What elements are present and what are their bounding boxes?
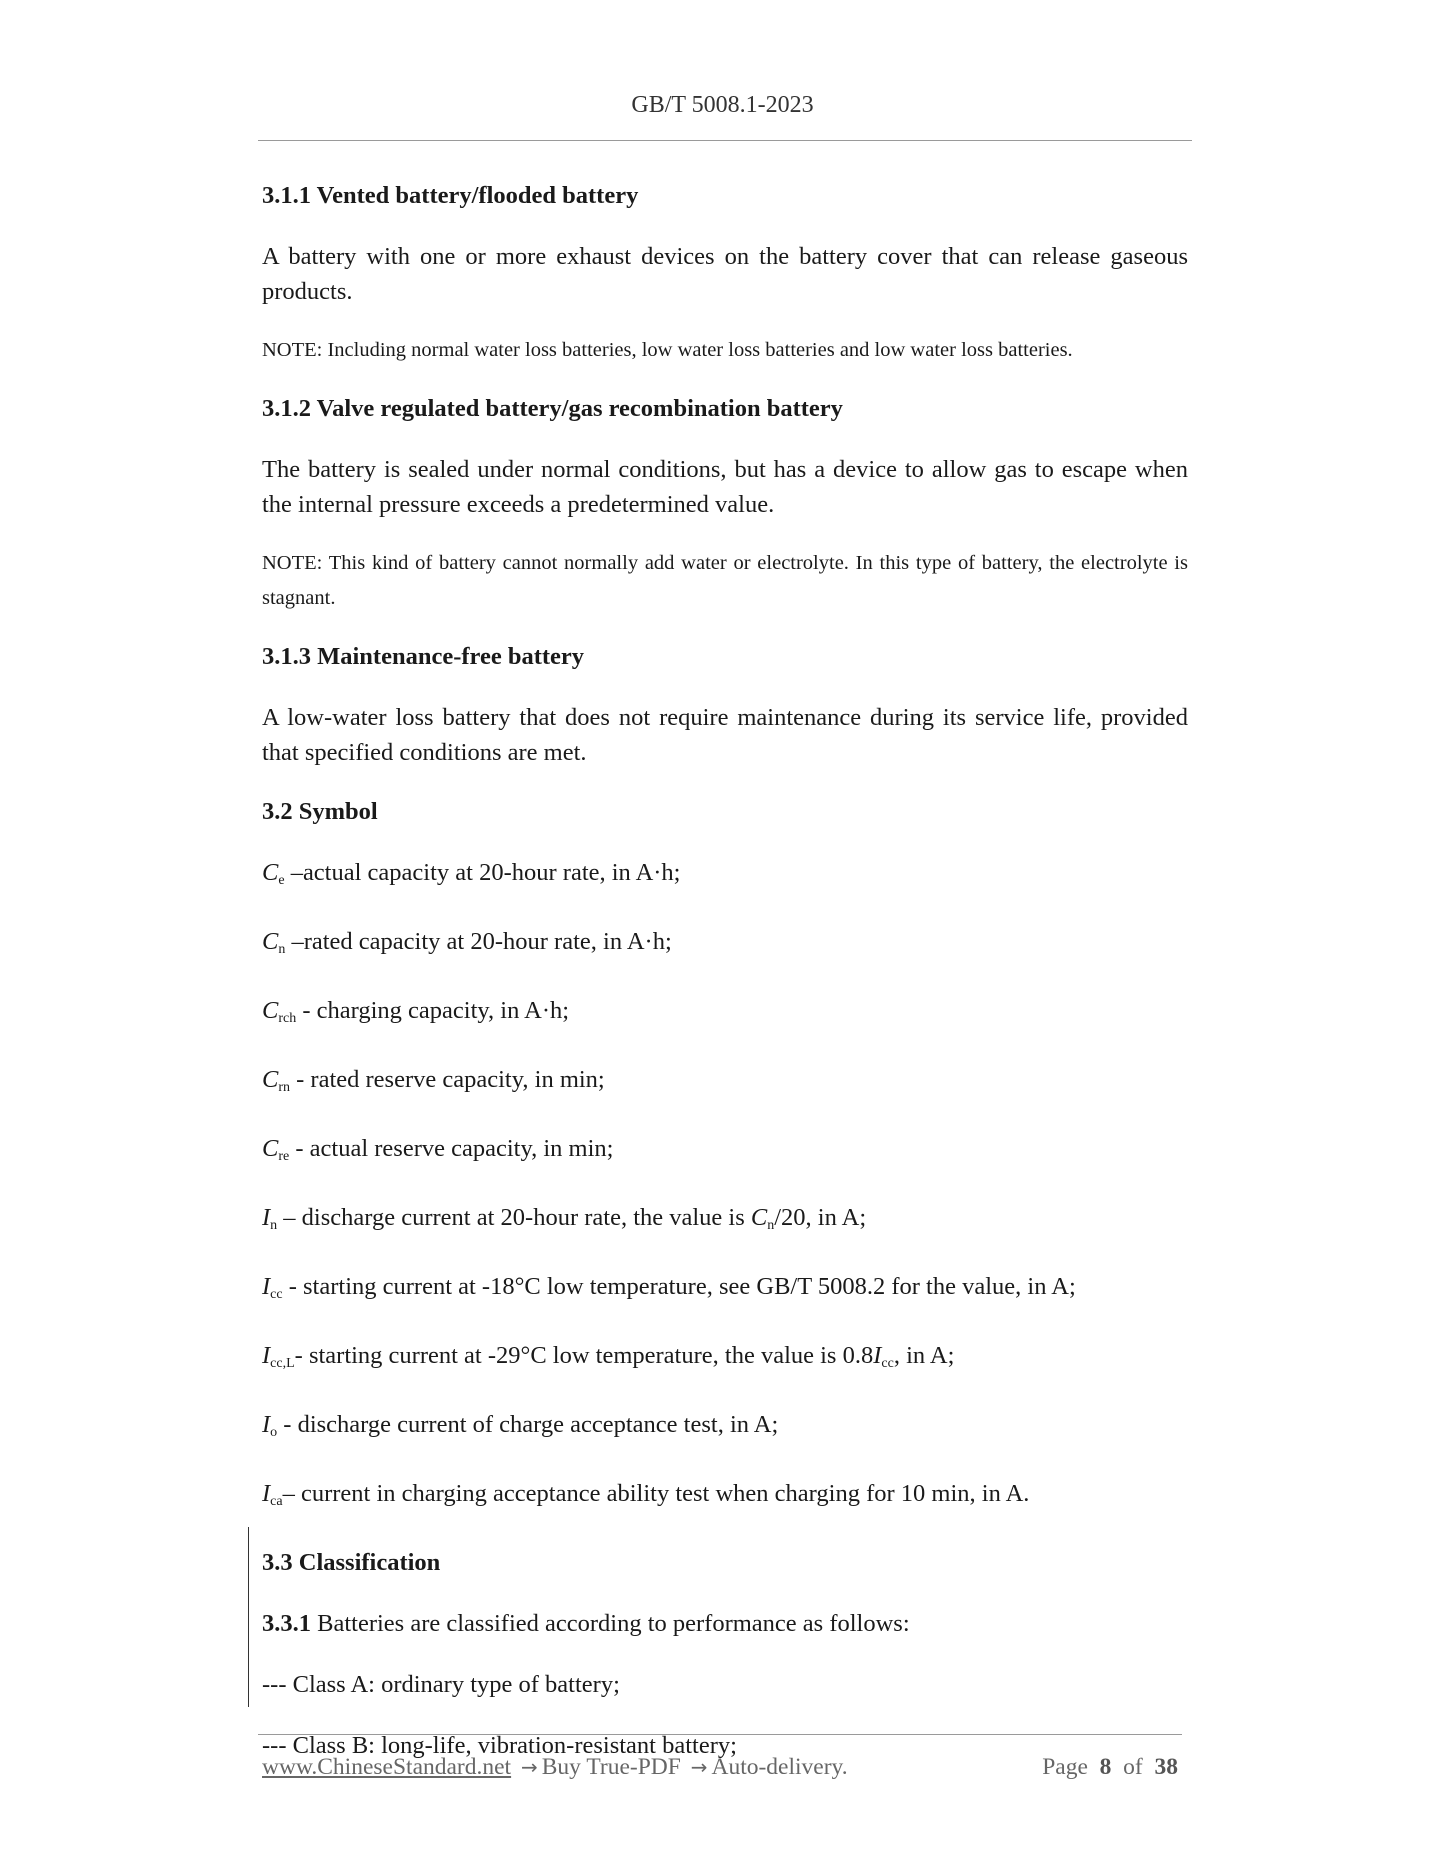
symbol-subscript: ca bbox=[270, 1494, 283, 1509]
symbol-description-tail: , in A; bbox=[893, 1342, 955, 1369]
of-label: of bbox=[1123, 1754, 1143, 1780]
symbol-description: - rated reserve capacity, in min; bbox=[290, 1066, 605, 1093]
section-heading-3-1-1: 3.1.1 Vented battery/flooded battery bbox=[262, 182, 639, 209]
page-label: Page bbox=[1042, 1754, 1088, 1780]
symbol-subscript: n bbox=[278, 942, 286, 957]
symbol-definition bbox=[262, 924, 1188, 968]
document-header: GB/T 5008.1-2023 bbox=[631, 92, 814, 118]
symbol-definition bbox=[262, 1269, 1188, 1313]
symbol-definition bbox=[262, 1062, 1188, 1106]
symbol-definition bbox=[262, 993, 1188, 1037]
page-indicator bbox=[1042, 1754, 1178, 1781]
section-heading-3-3: 3.3 Classification bbox=[262, 1549, 441, 1576]
symbol-reference-base: C bbox=[750, 1204, 768, 1231]
symbol-definition bbox=[262, 1476, 1188, 1520]
clause-3-3-1 bbox=[262, 1606, 1188, 1642]
current-page: 8 bbox=[1099, 1754, 1112, 1780]
clause-number: 3.3.1 bbox=[262, 1610, 311, 1637]
symbol-definition bbox=[262, 1200, 1188, 1244]
symbol-definition bbox=[262, 1407, 1188, 1451]
symbol-description: – discharge current at 20-hour rate, the value is bbox=[277, 1204, 751, 1231]
symbol-subscript: e bbox=[278, 873, 285, 888]
revision-change-bar bbox=[248, 1527, 249, 1707]
symbol-subscript: rch bbox=[278, 1011, 297, 1026]
document-body bbox=[262, 178, 1188, 1789]
auto-delivery-text: Auto-delivery. bbox=[711, 1754, 848, 1780]
footer-divider bbox=[258, 1734, 1182, 1735]
symbol-definition bbox=[262, 1131, 1188, 1175]
symbol-definition bbox=[262, 1338, 1188, 1382]
symbol-description: - discharge current of charge acceptance test, in A; bbox=[277, 1411, 779, 1438]
symbol-description: - actual reserve capacity, in min; bbox=[289, 1135, 614, 1162]
section-note-3-1-1: NOTE: Including normal water loss batteries, low water loss batteries and low water loss batteries. bbox=[262, 339, 1073, 361]
section-heading-3-1-3: 3.1.3 Maintenance-free battery bbox=[262, 643, 585, 670]
symbol-description: –rated capacity at 20-hour rate, in A·h; bbox=[285, 928, 672, 955]
total-pages: 38 bbox=[1154, 1754, 1178, 1780]
clause-text: Batteries are classified according to performance as follows: bbox=[311, 1610, 910, 1637]
arrow-right-icon: → bbox=[520, 1755, 538, 1779]
symbol-subscript: o bbox=[270, 1425, 278, 1440]
section-body-3-1-3: A low-water loss battery that does not require maintenance during its service life, provided that specified conditions are met. bbox=[262, 704, 1188, 766]
website-link[interactable]: www.ChineseStandard.net bbox=[262, 1754, 512, 1780]
symbol-base: I bbox=[262, 1480, 271, 1507]
symbol-reference-base: I bbox=[873, 1342, 882, 1369]
symbol-base: C bbox=[262, 928, 279, 955]
symbol-description: - starting current at -29°C low temperature, the value is 0.8 bbox=[294, 1342, 874, 1369]
symbol-base: C bbox=[262, 1066, 279, 1093]
symbol-subscript: cc,L bbox=[270, 1356, 295, 1371]
section-heading-3-2: 3.2 Symbol bbox=[262, 798, 378, 825]
symbol-subscript: re bbox=[278, 1149, 290, 1164]
symbol-base: C bbox=[262, 1135, 279, 1162]
symbol-base: C bbox=[262, 997, 279, 1024]
symbol-base: I bbox=[262, 1273, 271, 1300]
symbol-reference-subscript: n bbox=[767, 1218, 775, 1233]
symbol-base: I bbox=[262, 1204, 271, 1231]
symbol-description: –actual capacity at 20-hour rate, in A·h; bbox=[284, 859, 681, 886]
symbol-reference-subscript: cc bbox=[881, 1356, 894, 1371]
symbol-base: I bbox=[262, 1342, 271, 1369]
section-note-3-1-2: NOTE: This kind of battery cannot normally add water or electrolyte. In this type of battery, the electrolyte is stagnant. bbox=[262, 552, 1188, 609]
section-body-3-1-2: The battery is sealed under normal conditions, but has a device to allow gas to escape when the internal pressure exceeds a predetermined value. bbox=[262, 456, 1188, 518]
symbol-subscript: n bbox=[270, 1218, 278, 1233]
symbol-base: I bbox=[262, 1411, 271, 1438]
symbol-subscript: cc bbox=[270, 1287, 283, 1302]
section-body-3-1-1: A battery with one or more exhaust devices on the battery cover that can release gaseous products. bbox=[262, 243, 1188, 305]
symbol-description-tail: /20, in A; bbox=[774, 1204, 867, 1231]
class-list-item: --- Class B: long-life, vibration-resistant battery; bbox=[262, 1732, 737, 1759]
document-footer bbox=[262, 1754, 1182, 1781]
class-list-item: --- Class A: ordinary type of battery; bbox=[262, 1671, 620, 1698]
symbol-base: C bbox=[262, 859, 279, 886]
buy-pdf-text: Buy True-PDF bbox=[541, 1754, 681, 1780]
header-divider bbox=[258, 140, 1192, 141]
symbol-description: - starting current at -18°C low temperature, see GB/T 5008.2 for the value, in A; bbox=[282, 1273, 1076, 1300]
symbol-definition bbox=[262, 855, 1188, 899]
symbol-description: - charging capacity, in A·h; bbox=[296, 997, 570, 1024]
symbol-subscript: rn bbox=[278, 1080, 291, 1095]
arrow-right-icon: → bbox=[690, 1755, 708, 1779]
symbol-description: – current in charging acceptance ability test when charging for 10 min, in A. bbox=[282, 1480, 1030, 1507]
section-heading-3-1-2: 3.1.2 Valve regulated battery/gas recombination battery bbox=[262, 395, 843, 422]
